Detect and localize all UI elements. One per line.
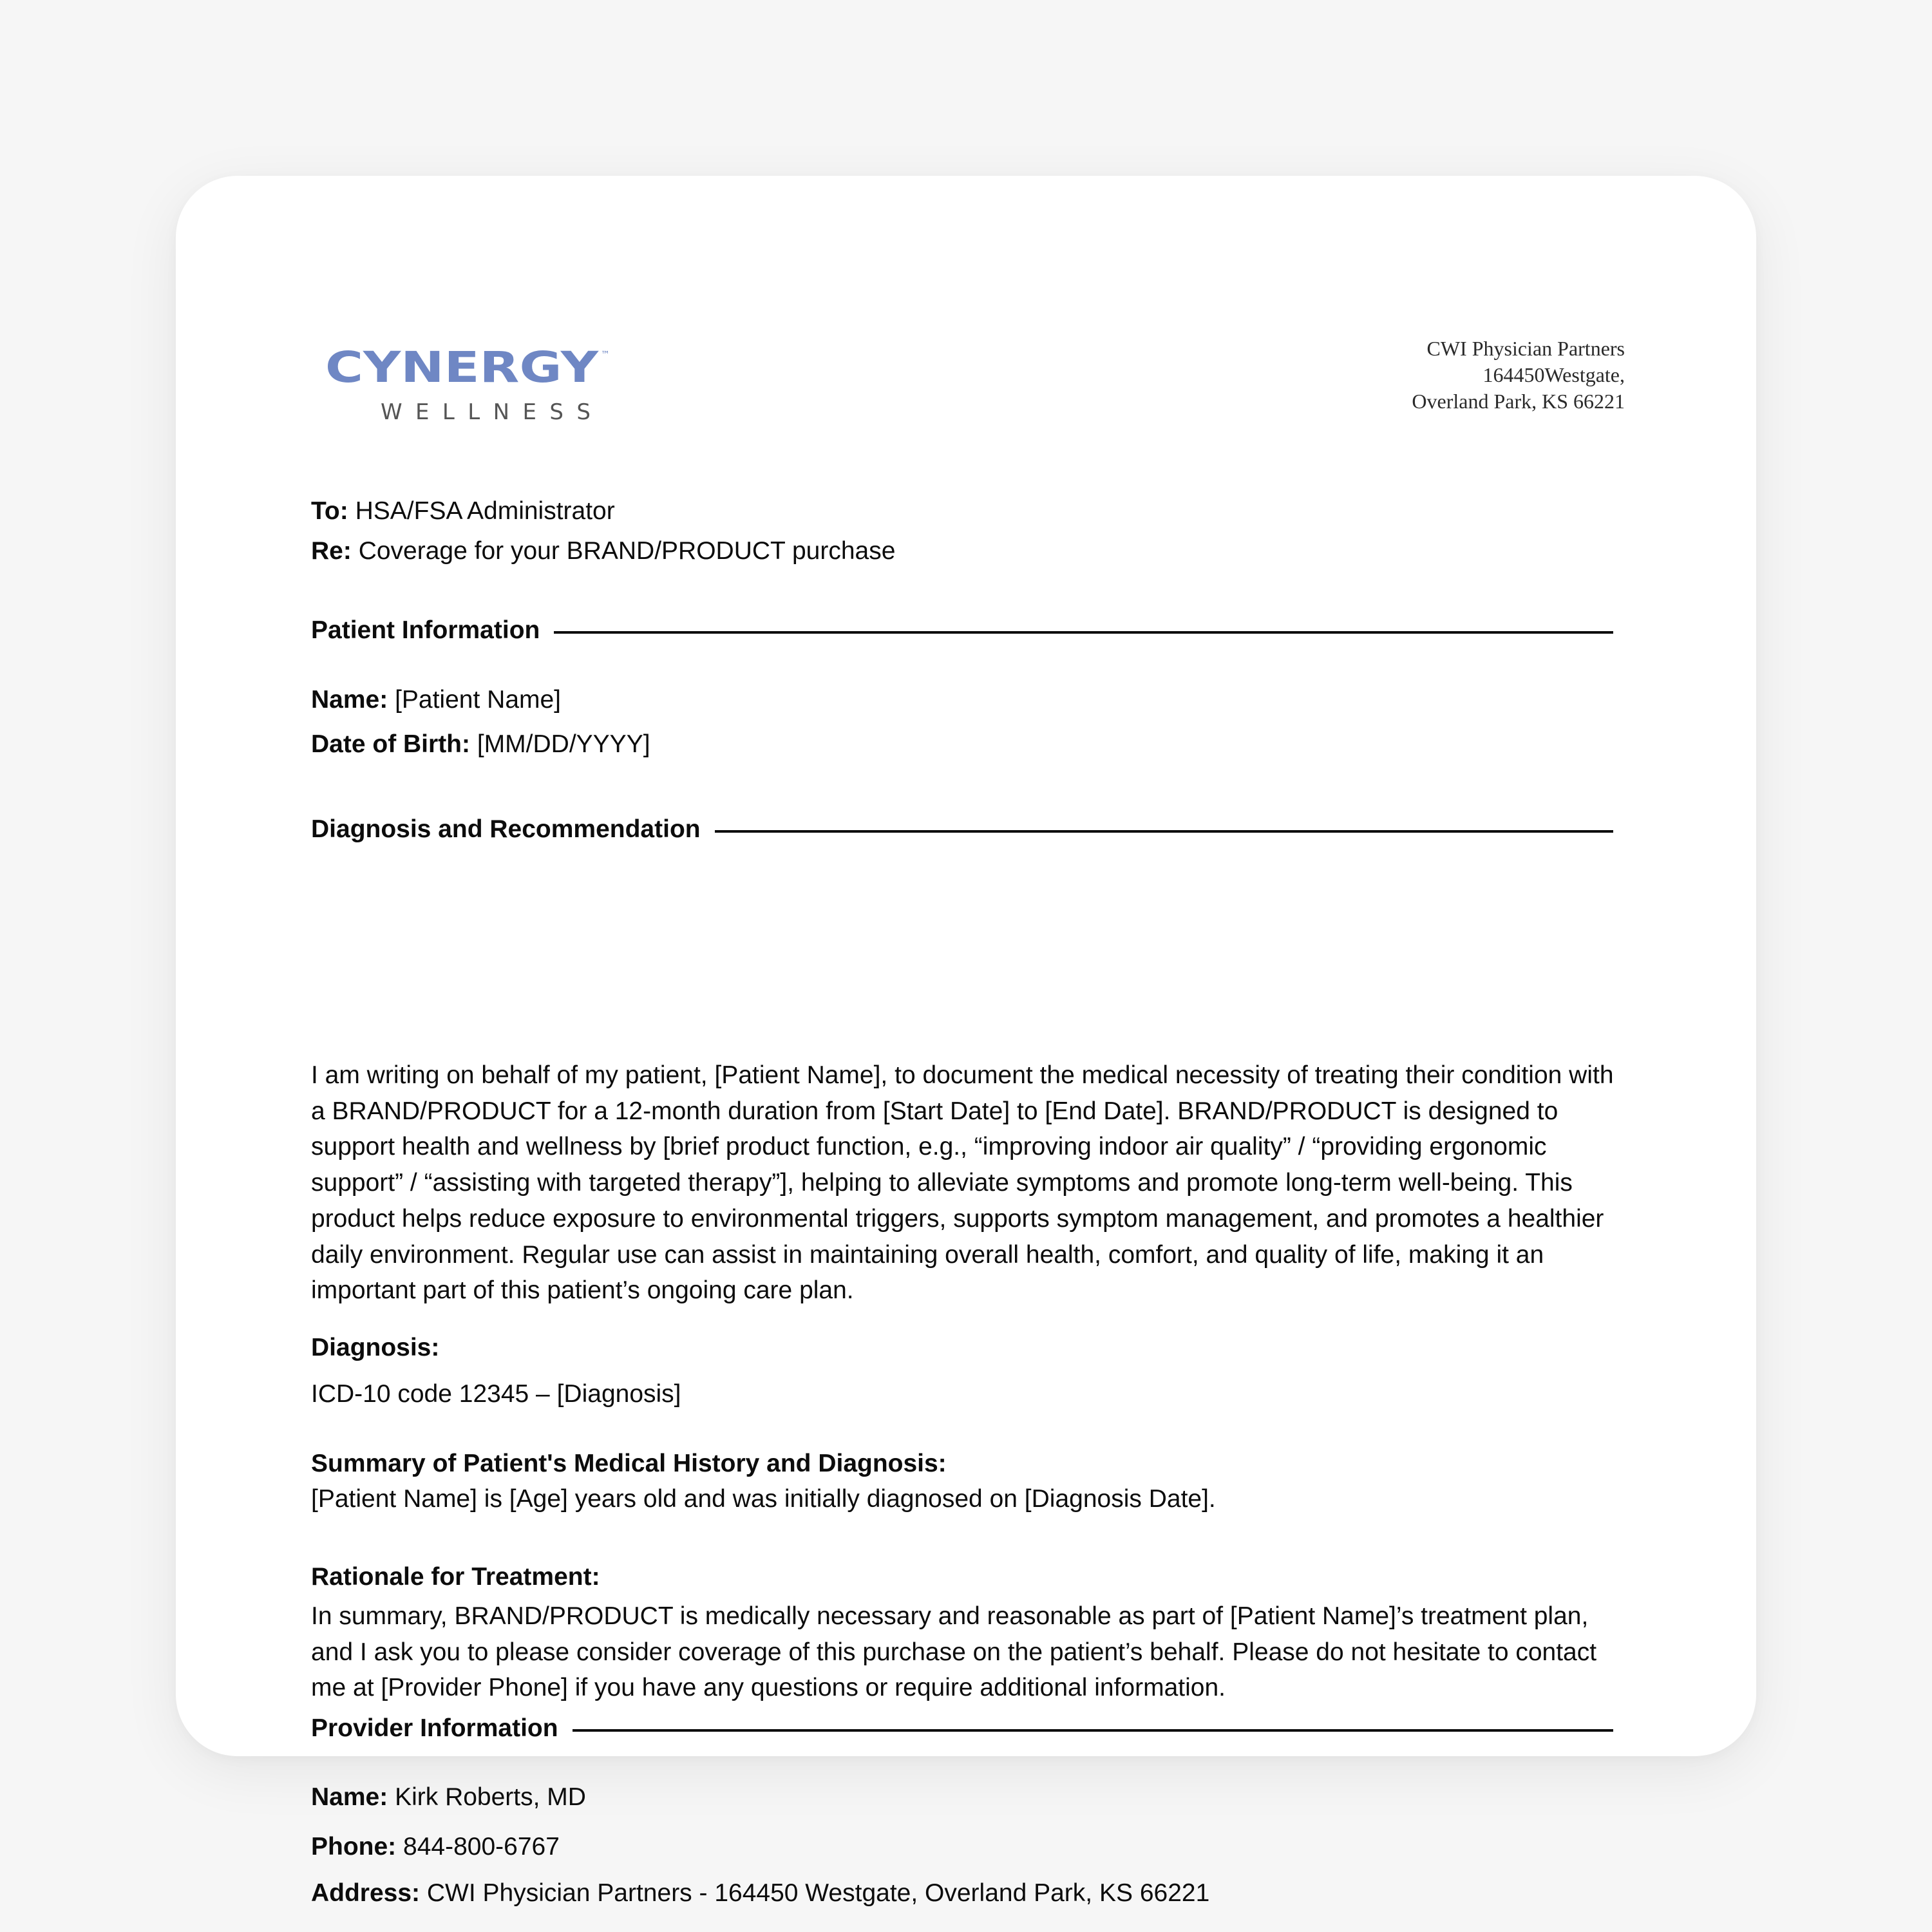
letterhead-city: Overland Park, KS 66221	[1412, 390, 1625, 413]
diagnosis-title: Diagnosis and Recommendation	[311, 815, 701, 843]
document-card	[176, 176, 1756, 1907]
rationale-body: In summary, BRAND/PRODUCT is medically necessary and reasonable as part of [Patient Name]’s treatment plan, and I ask you to please consider coverage of this purchase on the patient’s behalf. Please do not hesitate to contact me at [Provider Phone] if you have any questions or require additional information.	[311, 1602, 1597, 1702]
provider-phone-label: Phone:	[311, 1833, 397, 1861]
summary-label: Summary of Patient's Medical History and Diagnosis:	[311, 1450, 947, 1477]
patient-name-value: [Patient Name]	[395, 686, 562, 714]
diagnosis-label: Diagnosis:	[311, 1334, 440, 1361]
logo-brand-text: CYNERGY	[325, 343, 600, 392]
provider-name-label: Name:	[311, 1783, 388, 1811]
re-label: Re:	[311, 537, 352, 565]
section-divider	[573, 1729, 1613, 1732]
provider-address-label: Address:	[311, 1879, 421, 1907]
provider-phone-line	[311, 1832, 560, 1862]
provider-address-value: CWI Physician Partners - 164450 Westgate, Overland Park, KS 66221	[426, 1879, 1210, 1907]
diagnosis-code: ICD-10 code 12345 – [Diagnosis]	[311, 1380, 681, 1408]
diagnosis-heading	[311, 813, 1613, 846]
section-divider	[715, 830, 1613, 833]
logo-tagline-text: WELLNESS	[381, 399, 591, 425]
patient-dob-line	[311, 729, 650, 760]
logo-trademark: ™	[601, 350, 610, 360]
letterhead-street: 164450Westgate,	[1482, 363, 1625, 386]
patient-dob-label: Date of Birth:	[311, 730, 470, 758]
provider-info-heading	[311, 1712, 1613, 1745]
letterhead-address	[1412, 336, 1625, 415]
provider-info-title: Provider Information	[311, 1714, 558, 1742]
rationale-label: Rationale for Treatment:	[311, 1563, 600, 1591]
diagnosis-body: I am writing on behalf of my patient, [Patient Name], to document the medical necessity of treating their condition with a BRAND/PRODUCT for a 12-month duration from [Start Date] to [End Date]. BRAND/PRODUCT is designed to support health and wellness by [brief product function, e.g., “improving indoor air quality” / “providing ergonomic support” / “assisting with targeted therapy”], helping to alleviate symptoms and promote long-term well-being. This product helps reduce exposure to environmental triggers, supports symptom management, and promotes a healthier daily environment. Regular use can assist in maintaining overall health, comfort, and quality of life, making it an important part of this patient’s ongoing care plan.	[311, 1061, 1614, 1305]
patient-name-label: Name:	[311, 686, 388, 714]
to-label: To:	[311, 497, 348, 525]
summary-value: [Patient Name] is [Age] years old and was initially diagnosed on [Diagnosis Date].	[311, 1485, 1216, 1513]
patient-dob-value: [MM/DD/YYYY]	[477, 730, 650, 758]
patient-info-title: Patient Information	[311, 616, 540, 644]
re-value: Coverage for your BRAND/PRODUCT purchase	[358, 537, 896, 565]
to-line	[311, 496, 615, 527]
patient-name-line	[311, 685, 561, 715]
re-line	[311, 536, 895, 567]
provider-name-line	[311, 1782, 586, 1813]
to-value: HSA/FSA Administrator	[355, 497, 615, 525]
provider-name-value: Kirk Roberts, MD	[395, 1783, 586, 1811]
provider-phone-value: 844-800-6767	[403, 1833, 560, 1861]
provider-address-line	[311, 1878, 1209, 1909]
section-divider	[554, 631, 1613, 634]
patient-info-heading	[311, 614, 1613, 647]
cynergy-wellness-logo	[311, 336, 646, 432]
letter-document	[311, 176, 1625, 1907]
letterhead-org: CWI Physician Partners	[1426, 337, 1625, 360]
